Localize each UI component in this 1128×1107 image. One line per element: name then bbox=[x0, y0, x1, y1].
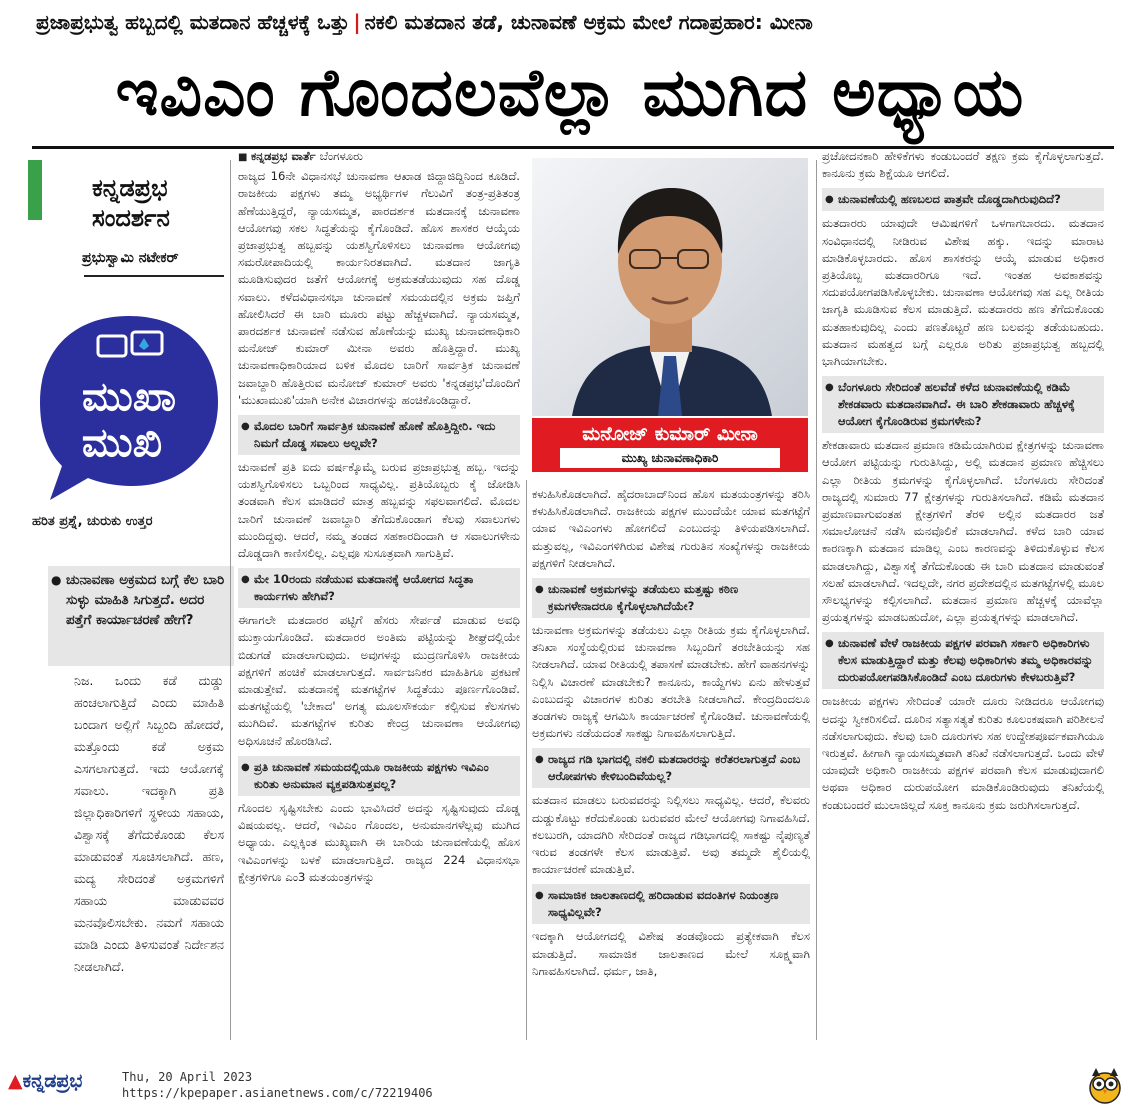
dateline: ■ ಕನ್ನಡಪ್ರಭ ವಾರ್ತೆ ಬೆಂಗಳೂರು bbox=[238, 149, 363, 163]
photo-caption bbox=[532, 418, 808, 472]
question-heading: ● ಮೇ 10ರಂದು ನಡೆಯುವ ಮತದಾನಕ್ಕೆ ಆಯೋಗದ ಸಿದ್ಧತಾ ಕಾರ್ಯಗಳು ಹೇಗಿವೆ? bbox=[238, 568, 520, 608]
question-heading: ● ಸಾಮಾಜಿಕ ಜಾಲತಾಣದಲ್ಲಿ ಹರಿದಾಡುವ ವದಂತಿಗಳ ನಿಯಂತ್ರಣ ಸಾಧ್ಯವಿಲ್ಲವೇ? bbox=[532, 884, 810, 924]
question-heading: ● ಪ್ರತಿ ಚುನಾವಣೆ ಸಮಯದಲ್ಲಿಯೂ ರಾಜಕೀಯ ಪಕ್ಷಗಳು ಇವಿಎಂ ಕುರಿತು ಅನುಮಾನ ವ್ಯಕ್ತಪಡಿಸುತ್ತವಲ್ಲ? bbox=[238, 756, 520, 796]
mukhamukhi-logo bbox=[36, 310, 222, 505]
continued-paragraph: ಕಳುಹಿಸಿಕೊಡಲಾಗಿದೆ. ಹೈದರಾಬಾದ್‌ನಿಂದ ಹೊಸ ಮತಯಂತ್ರಗಳನ್ನು ತರಿಸಿ ಕಳುಹಿಸಿಕೊಡಲಾಗಿದೆ. ರಾಜಕೀಯ ಪಕ್ಷಗಳ ಮುಂದೆಯೇ ಯಾವ ಮತಗಟ್ಟೆಗೆ ಯಾವ ಇವಿಎಂಗಳು ಹೋಗಲಿದೆ ಎಂಬುದನ್ನು ತಿಳಿಯಪಡಿಸಲಾಗಿದೆ. ಮತ್ತುವಲ್ಲ, ಇವಿಎಂಗಳಿಗಿರುವ ವಿಶೇಷ ಗುರುತಿನ ಸಂಖ್ಯೆಗಳನ್ನು ರಾಜಕೀಯ ಪಕ್ಷಗಳಿಗೆ ನೀಡಲಾಗಿದೆ. bbox=[532, 487, 810, 570]
caption-title: ಮುಖ್ಯ ಚುನಾವಣಾಧಿಕಾರಿ bbox=[560, 448, 780, 468]
article-column-3 bbox=[532, 486, 810, 982]
kicker-separator: | bbox=[353, 10, 361, 34]
logo-caption: ಹರಿತ ಪ್ರಶ್ನೆ, ಚುರುಕು ಉತ್ತರ bbox=[32, 514, 153, 529]
continued-paragraph: ಪ್ರಚೋದನಕಾರಿ ಹೇಳಿಕೆಗಳು ಕಂಡುಬಂದರೆ ತಕ್ಷಣ ಕ್ರಮ ಕೈಗೊಳ್ಳಲಾಗುತ್ತದೆ. ಕಾನೂನು ಕ್ರಮ ಶಿಕ್ಷೆಯೂ ಆಗಲಿದೆ. bbox=[822, 149, 1104, 181]
logo-text-1: ಮುಖಾ bbox=[82, 374, 176, 420]
reporter-byline: ಪ್ರಭುಸ್ವಾಮಿ ನಟೇಕರ್ bbox=[82, 250, 179, 266]
portrait-photo bbox=[532, 158, 808, 416]
left-sidebar bbox=[28, 160, 224, 1040]
question-heading: ● ಚುನಾವಣೆ ವೇಳೆ ರಾಜಕೀಯ ಪಕ್ಷಗಳ ಪರವಾಗಿ ಸರ್ಕಾರಿ ಅಧಿಕಾರಿಗಳು ಕೆಲಸ ಮಾಡುತ್ತಿದ್ದಾರೆ ಮತ್ತು ಕೆಲವು ಅಧಿಕಾರಿಗಳು ತಮ್ಮ ಅಧಿಕಾರವನ್ನು ದುರುಪಯೋಗಪಡಿಸಿಕೊಂಡಿದೆ ಎಂಬ ದೂರುಗಳು ಕೇಳಬರುತ್ತಿವೆ? bbox=[822, 632, 1104, 689]
answer-paragraph: ಚುನಾವಣಾ ಅಕ್ರಮಗಳನ್ನು ತಡೆಯಲು ಎಲ್ಲಾ ರೀತಿಯ ಕ್ರಮ ಕೈಗೊಳ್ಳಲಾಗಿದೆ. ತನಿಖಾ ಸಂಸ್ಥೆಯಲ್ಲಿರುವ ಚುನಾವಣಾ ಸಿಬ್ಬಂದಿಗೆ ತರಬೇತಿಯನ್ನು ಸಹ ನೀಡಲಾಗಿದೆ. ಯಾವ ರೀತಿಯಲ್ಲಿ ತಪಾಸಣೆ ಮಾಡಬೇಕು. ಹೇಗೆ ವಾಹನಗಳನ್ನು ನಿಲ್ಲಿಸಿ ವಿಚಾರಣೆ ಮಾಡಬೇಕು? ಕಾನೂನು, ಕಾಯ್ದೆಗಳು ಏನು ಹೇಳುತ್ತವೆ ಎಂಬುದನ್ನು ವಿಚಾರಗಳ ಕುರಿತು ತರಬೇತಿ ನೀಡಲಾಗಿದೆ. ಕೇಂದ್ರದಿಂದಲೂ ತಂಡಗಳು ರಾಜ್ಯಕ್ಕೆ ಆಗಮಿಸಿ ಕಾರ್ಯಾಚರಣೆ ಕೈಗೊಂಡಿವೆ. ಚುನಾವಣೆಯಲ್ಲಿ ಅಕ್ರಮಗಳು ನಡೆಯದಂತೆ ಸಾಕಷ್ಟು ನಿಗಾವಹಿಸಲಾಗುತ್ತಿದೆ. bbox=[532, 623, 810, 741]
section-tab bbox=[28, 160, 42, 220]
question-heading: ● ಚುನಾವಣೆಯಲ್ಲಿ ಹಣಬಲದ ಪಾತ್ರವೇ ದೊಡ್ಡದಾಗಿರುವುದಿದೆ? bbox=[822, 188, 1104, 211]
dateline-place: ಬೆಂಗಳೂರು bbox=[319, 149, 363, 163]
headline: ಇವಿಎಂ ಗೊಂದಲವೆಲ್ಲಾ ಮುಗಿದ ಅಧ್ಯಾಯ bbox=[115, 54, 1025, 131]
question-heading: ● ಬೆಂಗಳೂರು ಸೇರಿದಂತೆ ಹಲವೆಡೆ ಕಳೆದ ಚುನಾವಣೆಯಲ್ಲಿ ಕಡಿಮೆ ಶೇಕಡವಾರು ಮತದಾನವಾಗಿದೆ. ಈ ಬಾರಿ ಶೇಕಡಾವಾರು ಹೆಚ್ಚಳಕ್ಕೆ ಆಯೋಗ ಕೈಗೊಂಡಿರುವ ಕ್ರಮಗಳೇನು? bbox=[822, 376, 1104, 433]
article-column-4 bbox=[822, 148, 1104, 816]
logo-mark-icon: ▲ bbox=[8, 1070, 23, 1092]
publication-date: Thu, 20 April 2023 bbox=[122, 1070, 253, 1084]
answer-left: ನಿಜ. ಒಂದು ಕಡೆ ದುಡ್ಡು ಹಂಚಲಾಗುತ್ತಿದೆ ಎಂದು ಮಾಹಿತಿ ಬಂದಾಗ ಅಲ್ಲಿಗೆ ಸಿಬ್ಬಂದಿ ಹೋದರೆ, ಮತ್ತೊಂದು ಕಡೆ ಅಕ್ರಮ ಎಸಗಲಾಗುತ್ತದೆ. ಇದು ಆಯೋಗಕ್ಕೆ ಸವಾಲು. ಇದಕ್ಕಾಗಿ ಪ್ರತಿ ಜಿಲ್ಲಾಧಿಕಾರಿಗಳಿಗೆ ಸ್ಥಳೀಯ ಸಹಾಯ, ವಿಶ್ವಾಸಕ್ಕೆ ತೆಗೆದುಕೊಂಡು ಕೆಲಸ ಮಾಡುವಂತೆ ಸೂಚಿಸಲಾಗಿದೆ. ಹಣ, ಮದ್ಯ ಸೇರಿದಂತೆ ಅಕ್ರಮಗಳಿಗೆ ಸಹಾಯ ಮಾಡುವವರ ಮನವೊಲಿಸಬೇಕು. ನಮಗೆ ಸಹಾಯ ಮಾಡಿ ಎಂದು ತಿಳಿಸುವಂತೆ ನಿರ್ದೇಶನ ನೀಡಲಾಗಿದೆ. bbox=[74, 673, 224, 974]
question-box-left bbox=[48, 566, 234, 666]
kicker-right: ನಕಲಿ ಮತದಾನ ತಡೆ, ಚುನಾವಣೆ ಅಕ್ರಮ ಮೇಲೆ ಗದಾಪ್ರಹಾರ: ಮೀನಾ bbox=[364, 10, 813, 34]
answer-paragraph: ಚುನಾವಣೆ ಪ್ರತಿ ಐದು ವರ್ಷಕ್ಕೊಮ್ಮೆ ಬರುವ ಪ್ರಜಾಪ್ರಭುತ್ವ ಹಬ್ಬ. ಇದನ್ನು ಯಶಸ್ವಿಗೊಳಿಸಲು ಒಬ್ಬರಿಂದ ಸಾಧ್ಯವಿಲ್ಲ. ಪ್ರತಿಯೊಬ್ಬರು ಕೈ ಜೋಡಿಸಿ ತಂಡವಾಗಿ ಕೆಲಸ ಮಾಡಿದರೆ ಮಾತ್ರ ಹಬ್ಬವನ್ನು ಸಫಲವಾಗಲಿದೆ. ಮೊದಲ ಬಾರಿಗೆ ಚುನಾವಣೆ ಜವಾಬ್ದಾರಿ ತೆಗೆದುಕೊಂಡಾಗ ಕೆಲವು ಸವಾಲುಗಳು ಮುಂದಿದ್ದವು. ಆದರೆ, ನಮ್ಮ ತಂಡದ ಸಹಕಾರದಿಂದಾಗಿ ಆ ಸವಾಲುಗಳೇನು ದೊಡ್ಡದಾಗಿ ಕಾಣಿಸಲಿಲ್ಲ. ಎಲ್ಲವೂ ಸುಸೂತ್ರವಾಗಿ ಸಾಗುತ್ತಿವೆ. bbox=[238, 460, 520, 561]
column-divider bbox=[526, 480, 527, 1040]
source-url[interactable]: https://kpepaper.asianetnews.com/c/72219406 bbox=[122, 1086, 433, 1100]
dateline-source: ಕನ್ನಡಪ್ರಭ ವಾರ್ತೆ bbox=[250, 149, 316, 163]
logo-text-2: ಮುಖಿ bbox=[81, 420, 163, 466]
footer-logo-text: ಕನ್ನಡಪ್ರಭ bbox=[22, 1070, 83, 1092]
question-heading: ● ಚುನಾವಣೆ ಅಕ್ರಮಗಳನ್ನು ತಡೆಯಲು ಮತ್ತಷ್ಟು ಕಠಿಣ ಕ್ರಮಗಳೇನಾದರೂ ಕೈಗೊಳ್ಳಲಾಗಿದೆಯೇ? bbox=[532, 578, 810, 618]
answer-paragraph: ಮತದಾರರು ಯಾವುದೇ ಆಮಿಷಗಳಿಗೆ ಒಳಗಾಗಬಾರದು. ಮತದಾನ ಸಂವಿಧಾನದಲ್ಲಿ ನೀಡಿರುವ ವಿಶೇಷ ಹಕ್ಕು. ಇದನ್ನು ಮಾರಾಟ ಮಾಡಿಕೊಳ್ಳಬಾರದು. ಹೊಸ ಶಾಸಕರನ್ನು ಆಯ್ಕೆ ಮಾಡುವ ಅಧಿಕಾರ ಪ್ರತಿಯೊಬ್ಬ ಮತದಾರರಿಗೂ ಇದೆ. ಇಂತಹ ಅವಕಾಶವನ್ನು ಸದುಪಯೋಗಪಡಿಸಿಕೊಳ್ಳಬೇಕು. ಚುನಾವಣಾ ಆಯೋಗವು ಸಹ ಎಲ್ಲ ರೀತಿಯ ಜಾಗೃತಿ ಮೂಡಿಸುವ ಕೆಲಸ ಮಾಡುತ್ತಿದೆ. ಮತದಾರರು ಹಣ ತೆಗೆದುಕೊಂಡು ಮತಹಾಕುವುದಿಲ್ಲ ಎಂದು ಪಣತೊಟ್ಟರೆ ಹಣ ಬಲವನ್ನು ತಡೆಯಬಹುದು. ಮತದಾನ ಮಹತ್ವದ ಬಗ್ಗೆ ಎಲ್ಲರೂ ಅರಿತು ಪ್ರಜಾಪ್ರಭುತ್ವ ಹಬ್ಬದಲ್ಲಿ ಭಾಗಿಯಾಗಬೇಕು. bbox=[822, 216, 1104, 369]
page-footer bbox=[0, 1062, 1128, 1107]
owl-mascot-icon bbox=[1088, 1066, 1122, 1104]
answer-paragraph: ಇದಕ್ಕಾಗಿ ಆಯೋಗದಲ್ಲಿ ವಿಶೇಷ ತಂಡವೊಂದು ಪ್ರತ್ಯೇಕವಾಗಿ ಕೆಲಸ ಮಾಡುತ್ತಿದೆ. ಸಾಮಾಜಿಕ ಜಾಲತಾಣದ ಮೇಲೆ ಸೂಕ್ಷ್ಮವಾಗಿ ನಿಗಾವಹಿಸಲಾಗಿದೆ. ಧರ್ಮ, ಜಾತಿ, bbox=[532, 929, 810, 978]
answer-paragraph: ರಾಜಕೀಯ ಪಕ್ಷಗಳು ಸೇರಿದಂತೆ ಯಾರೇ ದೂರು ನೀಡಿದರೂ ಆಯೋಗವು ಅದನ್ನು ಸ್ವೀಕರಿಸಲಿದೆ. ದೂರಿನ ಸತ್ಯಾಸತ್ಯತೆ ಕುರಿತು ಕೂಲಂಕಷವಾಗಿ ಪರಿಶೀಲನೆ ನಡೆಸಲಾಗುವುದು. ಕೆಲವು ಬಾರಿ ದೂರುಗಳು ಸಹ ಉದ್ದೇಶಪೂರ್ವಕವಾಗಿಯೂ ಇರುತ್ತವೆ. ಹೀಗಾಗಿ ನ್ಯಾಯಸಮ್ಮತವಾಗಿ ತನಿಖೆ ನಡೆಸಲಾಗುತ್ತದೆ. ಒಂದು ವೇಳೆ ಯಾವುದೇ ಅಧಿಕಾರಿ ರಾಜಕೀಯ ಪಕ್ಷಗಳ ಪರವಾಗಿ ಕೆಲಸ ಮಾಡುವುದಾಗಲಿ ಅಥವಾ ಅಧಿಕಾರ ದುರುಪಯೋಗ ಮಾಡಿಕೊಂಡಿರುವುದು ತನಿಖೆಯಲ್ಲಿ ಕಂಡುಬಂದರೆ ಮುಲಾಜಿಲ್ಲದೆ ಸೂಕ್ತ ಕಾನೂನು ಕ್ರಮ ಜರುಗಿಸಲಾಗುತ್ತದೆ. bbox=[822, 694, 1104, 812]
question-heading: ● ಮೊದಲ ಬಾರಿಗೆ ಸಾರ್ವತ್ರಿಕ ಚುನಾವಣೆ ಹೊಣೆ ಹೊತ್ತಿದ್ದೀರಿ. ಇದು ನಿಮಗೆ ದೊಡ್ಡ ಸವಾಲು ಅಲ್ಲವೇ? bbox=[238, 415, 520, 455]
column-divider bbox=[816, 160, 817, 1040]
byline-divider bbox=[84, 275, 224, 277]
column-divider bbox=[230, 160, 231, 1040]
brand-line1: ಕನ್ನಡಪ್ರಭ bbox=[92, 174, 168, 202]
question-left: ● ಚುನಾವಣಾ ಅಕ್ರಮದ ಬಗ್ಗೆ ಕೆಲ ಬಾರಿ ಸುಳ್ಳು ಮಾಹಿತಿ ಸಿಗುತ್ತದೆ. ಅದರ ಪತ್ತೆಗೆ ಕಾರ್ಯಾಚರಣೆ ಹೇಗೆ? bbox=[54, 570, 228, 630]
answer-paragraph: ಮತದಾನ ಮಾಡಲು ಬರುವವರನ್ನು ನಿಲ್ಲಿಸಲು ಸಾಧ್ಯವಿಲ್ಲ. ಆದರೆ, ಕೆಲವರು ದುಡ್ಡುಕೊಟ್ಟು ಕರೆದುಕೊಂಡು ಬರುವವರ ಮೇಲೆ ಆಯೋಗವು ನಿಗಾವಹಿಸಿದೆ. ಕಲಬುರಗಿ, ಯಾದಗಿರಿ ಸೇರಿದಂತೆ ರಾಜ್ಯದ ಗಡಿಭಾಗದಲ್ಲಿ ಸಾಕಷ್ಟು ನೈಪುಣ್ಯತೆ ಇರುವ ತಂಡಗಳೇ ಕೆಲಸ ಮಾಡುತ್ತಿವೆ. ಅವು ತಮ್ಮದೇ ಶೈಲಿಯಲ್ಲಿ ಕಾರ್ಯಾಚರಣೆ ಮಾಡುತ್ತಿವೆ. bbox=[532, 793, 810, 877]
article-column-2 bbox=[238, 148, 520, 888]
answer-paragraph: ಗೊಂದಲ ಸೃಷ್ಟಿಸಬೇಕು ಎಂದು ಭಾವಿಸಿದರೆ ಅದನ್ನು ಸೃಷ್ಟಿಸುವುದು ದೊಡ್ಡ ವಿಷಯವಲ್ಲ. ಆದರೆ, ಇವಿಎಂ ಗೊಂದಲ, ಅನುಮಾನಗಳೆಲ್ಲವು ಮುಗಿದ ಅಧ್ಯಾಯ. ಎಲ್ಲಕ್ಕಿಂತ ಮುಖ್ಯವಾಗಿ ಈ ಬಾರಿಯ ಚುನಾವಣೆಯಲ್ಲಿ ಹೊಸ ಇವಿಎಂಗಳನ್ನು ಬಳಕೆ ಮಾಡಲಾಗುತ್ತಿದೆ. ರಾಜ್ಯದ 224 ವಿಧಾನಸಭಾ ಕ್ಷೇತ್ರಗಳಿಗೂ ಎಂ3 ಮತಯಂತ್ರಗಳನ್ನು bbox=[238, 800, 520, 884]
answer-paragraph: ಶೇಕಡಾವಾರು ಮತದಾನ ಪ್ರಮಾಣ ಕಡಿಮೆಯಾಗಿರುವ ಕ್ಷೇತ್ರಗಳನ್ನು ಚುನಾವಣಾ ಆಯೋಗ ಪಟ್ಟಿಯನ್ನು ಗುರುತಿಸಿದ್ದು, ಅಲ್ಲಿ ಮತದಾನ ಪ್ರಮಾಣ ಹೆಚ್ಚಿಸಲು ಎಲ್ಲಾ ರೀತಿಯ ಕ್ರಮಗಳನ್ನು ಕೈಗೊಳ್ಳಲಾಗಿದೆ. ಬೆಂಗಳೂರು ಸೇರಿದಂತೆ ರಾಜ್ಯದಲ್ಲಿ ಸುಮಾರು 77 ಕ್ಷೇತ್ರಗಳನ್ನು ಗುರುತಿಸಲಾಗಿದೆ. ಕಡಿಮೆ ಮತದಾನ ಪ್ರಮಾಣವಾಗುವಂತಹ ಕ್ಷೇತ್ರಗಳಿಗೆ ತೆರಳಿ ಅಲ್ಲಿನ ಮತದಾರರ ಜತೆ ಸಮಾಲೋಚನೆ ನಡೆಸಿ ಮನವೊಲಿಕೆ ಮಾಡಲಾಗಿದೆ. ಕಳೆದ ಬಾರಿ ಯಾವ ಕಾರಣಕ್ಕಾಗಿ ಮತದಾನ ಮಾಡಿಲ್ಲ ಎಂಬ ಕಾರಣವನ್ನು ತಿಳಿದುಕೊಳ್ಳುವ ಕೆಲಸ ಮಾಡಲಾಗಿದ್ದು, ವಿಶ್ವಾಸಕ್ಕೆ ತೆಗೆದುಕೊಂಡು ಈ ಬಾರಿ ಮತದಾನ ಮಾಡುವಂತೆ ಸಲಹೆ ಮಾಡಲಾಗಿದೆ. ಇದಲ್ಲದೇ, ನಗರ ಪ್ರದೇಶದಲ್ಲಿನ ಮತಗಟ್ಟೆಗಳಲ್ಲಿ ಮೂಲ ಸೌಲಭ್ಯಗಳನ್ನು ಕಲ್ಪಿಸಲಾಗಿದೆ. ಮತದಾನ ಪ್ರಮಾಣ ಹೆಚ್ಚಳಕ್ಕೆ ಯಾವೆಲ್ಲಾ ಪ್ರಯತ್ನಗಳನ್ನು ಮಾಡಬಹುದೋ, ಎಲ್ಲಾ ಪ್ರಯತ್ನಗಳನ್ನು ಮಾಡಲಾಗಿದೆ. bbox=[822, 438, 1105, 625]
answer-paragraph: ಈಗಾಗಲೇ ಮತದಾರರ ಪಟ್ಟಿಗೆ ಹೆಸರು ಸೇರ್ಪಡೆ ಮಾಡುವ ಅವಧಿ ಮುಕ್ತಾಯಗೊಂಡಿದೆ. ಮತದಾರರ ಅಂತಿಮ ಪಟ್ಟಿಯನ್ನು ಶೀಘ್ರದಲ್ಲಿಯೇ ಬಿಡುಗಡೆ ಮಾಡಲಾಗುವುದು. ಅವುಗಳನ್ನು ಮುದ್ರಣಗೊಳಿಸಿ ರಾಜಕೀಯ ಪಕ್ಷಗಳಿಗೆ ಹಂಚಿಕೆ ಮಾಡಲಾಗುತ್ತದೆ. ಸಾರ್ವಜನಿಕರ ಮಾಹಿತಿಗೂ ಪ್ರಕಟಣೆ ಮಾಡುತ್ತೇವೆ. ಮತದಾನಕ್ಕೆ ಮತಗಟ್ಟೆಗಳ ಸಿದ್ಧತೆಯು ಪೂರ್ಣಗೊಂಡಿವೆ. ಮತಗಟ್ಟೆಯಲ್ಲಿ 'ಬೇಕಾದ' ಅಗತ್ಯ ಮೂಲಸೌಕರ್ಯ ಕಲ್ಪಿಸುವ ಕೆಲಸಗಳು ಮುಗಿದಿವೆ. ಮತಗಟ್ಟೆಗಳ ಕುರಿತು ಕೇಂದ್ರ ಚುನಾವಣಾ ಆಯೋಗವು ಅಧಿಸೂಚನೆ ಹೊರಡಿಸಿದೆ. bbox=[238, 613, 520, 748]
footer-logo bbox=[8, 1070, 82, 1092]
kicker-left: ಪ್ರಜಾಪ್ರಭುತ್ವ ಹಬ್ಬದಲ್ಲಿ ಮತದಾನ ಹೆಚ್ಚಳಕ್ಕೆ ಒತ್ತು bbox=[36, 10, 350, 34]
question-heading: ● ರಾಜ್ಯದ ಗಡಿ ಭಾಗದಲ್ಲಿ ನಕಲಿ ಮತದಾರರನ್ನು ಕರೆತರಲಾಗುತ್ತದೆ ಎಂಬ ಆರೋಪಗಳು ಕೇಳಿಬಂದಿವೆಯಲ್ಲ? bbox=[532, 748, 810, 788]
caption-name: ಮನೋಜ್ ಕುಮಾರ್ ಮೀನಾ bbox=[582, 423, 758, 445]
intro-paragraph: ರಾಜ್ಯದ 16ನೇ ವಿಧಾನಸಭೆ ಚುನಾವಣಾ ಆಖಾಡ ಜಿದ್ದಾಜಿದ್ದಿನಿಂದ ಕೂಡಿದೆ. ರಾಜಕೀಯ ಪಕ್ಷಗಳು ತಮ್ಮ ಅಭ್ಯರ್ಥಿಗಳ ಗೆಲುವಿಗೆ ತಂತ್ರ-ಪ್ರತಿತಂತ್ರ ಹೆಣೆಯುತ್ತಿದ್ದರೆ, ನ್ಯಾಯಸಮ್ಮತ, ಪಾರದರ್ಶಕ ಮತದಾನಕ್ಕೆ ಚುನಾವಣಾ ಆಯೋಗವು ಸಕಲ ಸಿದ್ಧತೆಯನ್ನು ಕೈಗೊಂಡಿದೆ. ಹೊಸ ಶಾಸಕರ ಆಯ್ಕೆಯ ಪ್ರಜಾಪ್ರಭುತ್ವ ಹಬ್ಬವನ್ನು ಯಶಸ್ವಿಗೊಳಿಸಲು ಚುನಾವಣಾ ಆಯೋಗವು ಸಮರೋಪಾದಿಯಲ್ಲಿ ಕಾರ್ಯನಿರತವಾಗಿದೆ. ಮತದಾನ ಜಾಗೃತಿ ಮೂಡಿಸುವುದರ ಜತೆಗೆ ಆಯೋಗಕ್ಕೆ ಅಕ್ರಮತಡೆಯುವುದು ಸಹ ದೊಡ್ಡ ಸವಾಲು. ಕಳೆದವಿಧಾನಸಭಾ ಚುನಾವಣೆ ಸಮಯದಲ್ಲಿನ ಅಕ್ರಮ ಜಪ್ತಿಗೆ ಹೋಲಿಸಿದರೆ ಈ ಬಾರಿ ಮೂರು ಪಟ್ಟು ಹೆಚ್ಚಳವಾಗಿದೆ. ನ್ಯಾಯಸಮ್ಮತ, ಪಾರದರ್ಶಕ ಚುನಾವಣೆ ನಡೆಸುವ ಹೊಣೆಯನ್ನು ಮುಖ್ಯ ಚುನಾವಣಾಧಿಕಾರಿ ಮನೋಜ್ ಕುಮಾರ್ ಮೀನಾ ಅವರು ಹೊತ್ತಿದ್ದಾರೆ. ಮುಖ್ಯ ಚುನಾವಣಾಧಿಕಾರಿಯಾದ ಬಳಿಕ ಮೊದಲ ಬಾರಿಗೆ ಸಾರ್ವತ್ರಿಕ ಚುನಾವಣೆ ಜವಾಬ್ದಾರಿ ಹೊತ್ತಿರುವ ಮನೋಜ್ ಕುಮಾರ್ ಅವರು 'ಕನ್ನಡಪ್ರಭ'ದೊಂದಿಗೆ 'ಮುಖಾಮುಖಿ'ಯಾಗಿ ಅನೇಕ ವಿಚಾರಗಳನ್ನು ಹಂಚಿಕೊಂಡಿದ್ದಾರೆ. bbox=[238, 169, 520, 407]
portrait-image bbox=[532, 158, 808, 416]
brand-line2: ಸಂದರ್ಶನ bbox=[92, 204, 170, 232]
kicker-line bbox=[36, 10, 1116, 34]
